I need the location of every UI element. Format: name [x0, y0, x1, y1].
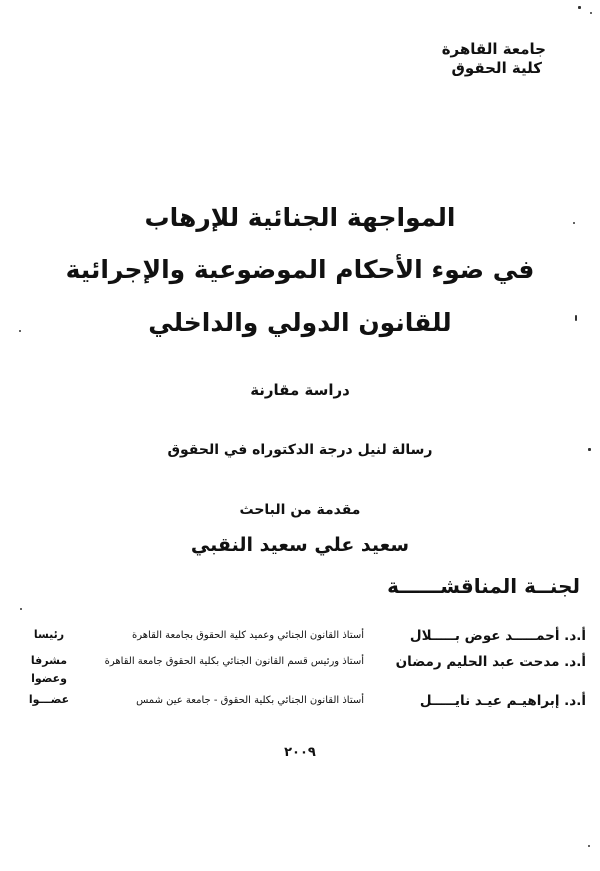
scan-speck	[578, 6, 581, 9]
scan-speck	[588, 845, 590, 847]
faculty-name: كلية الحقوق	[451, 59, 542, 77]
scan-speck	[590, 12, 592, 14]
year: ٢٠٠٩	[284, 745, 316, 760]
member-role: مشرفا	[30, 654, 68, 667]
university-name: جامعة القاهرة	[441, 40, 546, 58]
scan-speck	[588, 448, 591, 451]
committee-heading: لجنــة المناقشــــــة	[387, 574, 580, 598]
committee-member	[14, 654, 586, 674]
committee-member	[14, 693, 586, 713]
author-name: سعيد علي سعيد النقبي	[190, 534, 410, 556]
member-description: أستاذ القانون الجنائي بكلية الحقوق - جامعة عين شمس	[136, 695, 364, 706]
scan-speck	[573, 222, 575, 224]
committee-member	[14, 628, 586, 648]
study-type: دراسة مقارنة	[250, 381, 350, 399]
member-role: عضـــوا	[28, 693, 70, 706]
member-description: أستاذ القانون الجنائي وعميد كلية الحقوق بجامعة القاهرة	[132, 630, 364, 641]
member-name: أ.د. إبراهيـم عيـد نايـــــل	[419, 693, 586, 709]
member-name: أ.د. أحمـــــد عوض بـــــلال	[409, 628, 586, 644]
member-description: أستاذ ورئيس قسم القانون الجنائي بكلية الحقوق جامعة القاهرة	[104, 656, 364, 667]
committee-member	[14, 672, 586, 692]
title-line-3: للقانون الدولي والداخلي	[148, 308, 452, 337]
presented-by: مقدمة من الباحث	[239, 502, 361, 518]
thesis-statement: رسالة لنيل درجة الدكتوراه في الحقوق	[167, 442, 433, 458]
title-line-2: في ضوء الأحكام الموضوعية والإجرائية	[65, 255, 535, 284]
scan-speck	[20, 608, 22, 610]
university-header	[442, 40, 546, 78]
scan-speck	[575, 315, 577, 321]
member-role: وعضوا	[31, 672, 67, 685]
title-line-1: المواجهة الجنائية للإرهاب	[144, 203, 456, 232]
scan-speck	[19, 330, 21, 332]
member-role: رئيسا	[33, 628, 65, 641]
member-name: أ.د. مدحت عبد الحليم رمضان	[395, 654, 586, 670]
